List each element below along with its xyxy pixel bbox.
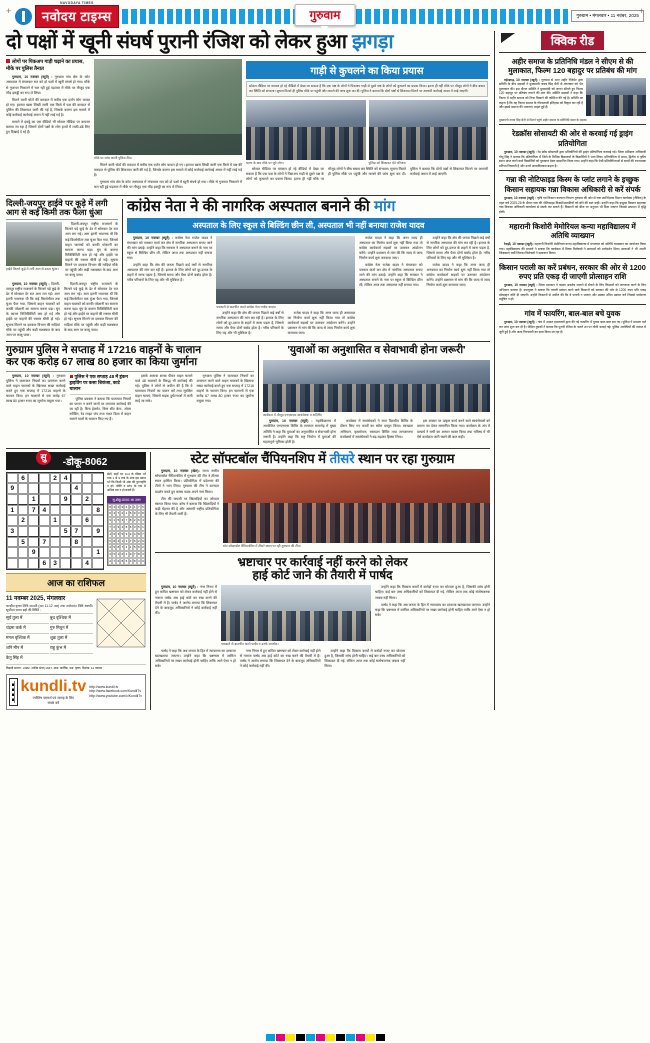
rashifal-header: आज का राशिफल: [6, 573, 146, 592]
vehicle-story-subbar: गाड़ी से कुचलने का किया प्रयास: [246, 61, 488, 79]
ad-line1: ज्योतिष परामर्श एवं सलाह के लिए: [32, 695, 75, 700]
quick-read-item-dateline: रेवाड़ी, 10 नवम्बर (ब्यूरो):: [504, 242, 535, 247]
sudoku-header: सु -डोकू-8062: [6, 452, 146, 470]
sudoku-cell[interactable]: [82, 505, 93, 516]
lead-headline: दो पक्षों में खूनी संघर्ष पुरानी रंजिश को लेकर हुआ झगड़ा: [6, 31, 394, 53]
sudoku-cell[interactable]: [50, 537, 61, 548]
qr-code-icon: [10, 679, 17, 705]
sudoku-answer-cell: 8: [121, 559, 124, 564]
sudoku-answer-cell: 4: [129, 504, 132, 509]
sudoku-answer-cell: 7: [137, 504, 140, 509]
sudoku-answer-cell: 2: [137, 538, 140, 543]
quick-read-item-dateline: महेन्द्रगढ़, 10 नवम्बर (ब्यूरो) :: [504, 77, 542, 82]
police-col2: पुलिस प्रवक्ता ने बताया कि यातायात नियमों का पालन न करने वालों पर लगातार कार्रवाई की जा रही है। बिना हेलमेट, बिना सीट बेल्ट, ओवर स्पीडिंग, रेड लाइट जंप तथा गलत दिशा में वाहन चलाने वालों के चालान किए गए हैं।: [69, 396, 131, 422]
bullet-square-icon: [6, 59, 10, 63]
sudoku-answer-cell: 3: [137, 511, 140, 516]
sudoku-answer-cell: 9: [117, 525, 120, 530]
sudoku-cell[interactable]: [60, 537, 71, 548]
sudoku-cell[interactable]: 8: [92, 505, 103, 516]
sudoku-cell[interactable]: 9: [28, 547, 39, 558]
bullet-square-icon: [70, 375, 73, 378]
sudoku-answer-cell: 4: [113, 511, 115, 516]
sudoku-cell[interactable]: [28, 483, 39, 494]
rashifal-date: 11 नवम्बर 2025, मंगलवार: [6, 595, 66, 602]
quick-read-items: [499, 52, 646, 334]
sudoku-badge: सु: [36, 450, 51, 465]
sudoku-cell[interactable]: [28, 558, 39, 569]
congress-story: [122, 199, 490, 338]
sudoku-answer-cell: 5: [129, 511, 132, 516]
sudoku-answer-cell: 1: [117, 552, 120, 557]
sudoku-cell[interactable]: 3: [50, 558, 61, 569]
quick-read-item-headline: गांव में फायरिंग, बाल-बाल बचे युवक: [524, 309, 621, 318]
day-tag-label: गुरुवाम: [309, 8, 341, 22]
sudoku-answer-cell: 3: [109, 545, 111, 550]
sudoku-answer-cell: 8: [109, 504, 111, 509]
sudoku-answer-cell: 9: [142, 559, 144, 564]
sudoku-cell[interactable]: [92, 494, 103, 505]
rashifal-planet-table: [6, 613, 93, 662]
puzzles-column: [6, 452, 146, 710]
sudoku-answer-cell: 8: [113, 538, 115, 543]
sudoku-answer-cell: 6: [117, 559, 120, 564]
sudoku-cell[interactable]: 1: [50, 515, 61, 526]
sudoku-cell[interactable]: [18, 558, 29, 569]
vehicle-photo-2-caption: पुलिस को शिकायत देते परिजन।: [368, 160, 407, 165]
sudoku-answer-cell: 6: [121, 552, 124, 557]
sudoku-cell[interactable]: [50, 505, 61, 516]
sudoku-answer-label: सु-डोकू-8061 का उत्तर: [107, 496, 146, 503]
sudoku-answer-cell: 5: [137, 525, 140, 530]
sudoku-answer-cell: 8: [129, 518, 132, 523]
sudoku-cell[interactable]: [60, 483, 71, 494]
sudoku-answer-cell: 9: [133, 511, 136, 516]
vehicle-story: [246, 59, 488, 192]
sudoku-cell[interactable]: [92, 473, 103, 484]
sudoku-answer-cell: 3: [125, 538, 128, 543]
smoke-photo-caption: हाईवे किनारे कूड़े में लगी आग से उठता धुंआ।: [6, 267, 59, 272]
kundli-brand: kundli.tv: [20, 677, 87, 695]
congress-photo-caption: पत्रकारों से बातचीत करते कांग्रेस नेता राजेश यादव।: [216, 304, 276, 309]
sudoku-cell[interactable]: [39, 483, 50, 494]
smoke-headline: दिल्ली-जयपुर हाईवे पर कूड़े में लगी आग से कई किमी तक फैला धुंआ: [6, 198, 108, 218]
rashifal-planet: शनि मीन में: [6, 643, 49, 652]
sudoku-answer-cell: 1: [129, 545, 132, 550]
sudoku-answer-cell: 5: [113, 552, 115, 557]
sudoku-answer-cell: 6: [133, 538, 136, 543]
sudoku-cell[interactable]: 6: [18, 473, 29, 484]
sudoku-answer-cell: 4: [137, 559, 140, 564]
sudoku-cell[interactable]: [82, 483, 93, 494]
vehicle-photo-1-caption: घटना के बाद मौके पर जुटे लोग।: [246, 160, 284, 165]
masthead: [6, 0, 644, 28]
quick-read-item[interactable]: [499, 124, 646, 168]
sudoku-answer-cell: 6: [109, 511, 111, 516]
lead-photo: [94, 59, 242, 155]
sudoku-answer-cell: 9: [129, 552, 132, 557]
sudoku-cell[interactable]: [71, 558, 82, 569]
sudoku-answer-cell: 8: [125, 525, 128, 530]
sudoku-rules: खेलें, कहाँ भर 3×3 के बॉक्स भरें तथा 1 से 9 तक के अंक इस प्रकार भरें कि किसी भी अंक की पुनरावृत्ति न हो। पंक्ति व स्तंभ के एक से अधिक बार न हो सकते हैं।: [107, 471, 146, 493]
rashifal-planet: सूर्य तुला में: [6, 613, 49, 622]
sudoku-cell[interactable]: [39, 473, 50, 484]
sudoku-cell[interactable]: [7, 473, 18, 484]
congress-col3: राजेश यादव ने कहा कि अगर जल्द ही अस्पताल का निर्माण कार्य शुरू नहीं किया गया तो कांग्रेस कार्यकर्ता सड़कों पर उतरकर आंदोलन करेंगे। उन्होंने प्रशासन से मांग की कि जल्द से जल्द निर्माण कार्य शुरू करवाया जाए। कांग्रेस नेता राजेश यादव ने मंगलवार को पत्रकार वार्ता कर क्षेत्र में नागरिक अस्पताल बनाए जाने की मांग उठाई। उन्होंने कहा कि सरकार ने अस्पताल बनाने के नाम पर स्कूल से बिल्डिंग छीन ली, लेकिन आज तक अस्पताल नहीं बनाया गया।: [359, 235, 423, 288]
quick-read-item-dateline: गुरुग्राम, 10 नवम्बर (ब्यूरो) :: [504, 320, 538, 325]
nameplate: [35, 0, 119, 28]
quick-read-header: [499, 31, 646, 50]
lead-body-left: गुरुग्राम, 10 नवम्बर (ब्यूरो) : गुरुग्राम गांव क्षेत्र के कोट अस्पताल में मंगलवार रात को दो पक्षों में खूनी संघर्ष हो गया। मौके से गुजरात निकलने में चल रही हुई पड़ताल में मौके पर मौजूद एक भीड़ इकट्ठी का रूप ले लिया। मिलने वाली चोटों की वारदात में करीब एक दर्जन लोग घायल हो गए। हालात खास लिखी जानी एक किसे में पक्ष की वारदात से पुलिस की शिकायत जारी की गई है, जिसके कारण इस मामले में कोई कार्रवाई कार्रवाई अमल में नहीं लाई गई है। मामले में इकट्ठे का एक वीडियो भी सोशल मीडिया पर वायरल बताया जा रहा है जिसमें दोनों पक्षों के लोग हाथों में लाठी-डंडे लिए हुए दिखाई दे रहे हैं।: [6, 75, 90, 135]
quick-read-item[interactable]: [499, 304, 646, 334]
sudoku-cell[interactable]: 4: [71, 483, 82, 494]
quick-read-item-dateline: गुरुग्राम, 10 नवम्बर (ब्यूरो) :: [504, 149, 538, 154]
congress-col2: उन्होंने कहा कि क्षेत्र की जनता पिछले कई वर्षों से नागरिक अस्पताल की मांग कर रही है। इलाज के लिए लोगों को दूर-दराज के शहरों में जाना पड़ता है, जिससे समय और पैसा दोनों बर्बाद होता है। गरीब परिवारों के लिए यह और भी मुश्किल है। राजेश यादव ने कहा कि अगर जल्द ही अस्पताल का निर्माण कार्य शुरू नहीं किया गया तो कांग्रेस कार्यकर्ता सड़कों पर उतरकर आंदोलन करेंगे। उन्होंने प्रशासन से मांग की कि जल्द से जल्द निर्माण कार्य शुरू करवाया जाए।: [216, 311, 356, 336]
sudoku-answer-cell: 8: [142, 511, 144, 516]
sudoku-cell[interactable]: [71, 547, 82, 558]
sudoku-cell[interactable]: [92, 483, 103, 494]
quick-read-item-dateline: गुरुग्राम, 10 नवम्बर (ब्यूरो) :: [504, 283, 539, 288]
court-col1: गुरुग्राम, 10 नवम्बर (ब्यूरो) : नगर निगम में हुए कथित भ्रष्टाचार को लेकर कार्रवाई नहीं होने से नाराज पार्षद अब हाई कोर्ट का रुख करने की तैयारी में हैं। पार्षद ने आरोप लगाया कि शिकायत देने के बावजूद अधिकारियों ने कोई कार्रवाई नहीं की।: [155, 585, 217, 615]
sudoku-cell[interactable]: [18, 494, 29, 505]
rashifal-desc: चान्द्रीय कृष्ण तिथि सप्तमी (रात 11.12 तक) तथा तदोपरांत तिथि अष्टमी। सूर्योदय समय ग्रहों की स्थिति :: [6, 603, 93, 613]
sudoku-cell[interactable]: [28, 473, 39, 484]
sudoku-answer-cell: 1: [125, 511, 128, 516]
sudoku-answer-cell: 5: [109, 538, 111, 543]
sudoku-cell[interactable]: 3: [7, 526, 18, 537]
sudoku-cell[interactable]: [60, 515, 71, 526]
quick-read-item[interactable]: [499, 217, 646, 256]
sudoku-cell[interactable]: [92, 537, 103, 548]
vehicle-photo-1: [246, 100, 366, 160]
sudoku-cell[interactable]: [18, 483, 29, 494]
sudoku-answer-cell: 3: [121, 518, 124, 523]
sudoku-cell[interactable]: 7: [28, 505, 39, 516]
youth-photo: [263, 360, 490, 412]
court-photo: [221, 585, 371, 641]
rashifal-planet: राहु कुंभ में: [50, 643, 93, 652]
congress-subbar: अस्पताल के लिए स्कूल से बिल्डिंग छीन ली, अस्पताल भी नहीं बनायाः राजेश यादव: [127, 218, 490, 233]
sudoku-answer-cell: 1: [109, 531, 111, 536]
rashifal-planet: बुध वृश्चिक में: [50, 613, 93, 622]
sudoku-answer-cell: 8: [117, 545, 120, 550]
sudoku-cell[interactable]: [7, 537, 18, 548]
quick-read-item-headline: अहीर समाज के प्रतिनिधि मंडल ने सीएम से की मुलाकात, फिल्म 120 बहादुर पर प्रतिबंध की मांग: [508, 57, 637, 76]
smoke-photo: [6, 222, 62, 266]
sudoku-cell[interactable]: [28, 537, 39, 548]
sudoku-cell[interactable]: [82, 537, 93, 548]
sudoku-cell[interactable]: [50, 483, 61, 494]
sudoku-answer-cell: 6: [129, 525, 132, 530]
youth-photo-caption: कार्यक्रम में मौजूद एनएसएस स्वयंसेवक व अतिथि।: [263, 413, 322, 418]
sudoku-answer-cell: 4: [142, 518, 144, 523]
congress-headline: कांग्रेस नेता ने की नागरिक अस्पताल बनाने की मांग: [127, 197, 396, 215]
sudoku-answer-cell: 2: [109, 559, 111, 564]
sudoku-cell[interactable]: 4: [82, 558, 93, 569]
sudoku-cell[interactable]: 9: [92, 526, 103, 537]
sudoku-cell[interactable]: [18, 505, 29, 516]
sudoku-answer-cell: 4: [109, 552, 111, 557]
police-col4: गुरुग्राम पुलिस ने यातायात नियमों का उल्लंघन करने वाले वाहन चालकों के खिलाफ सख्त कार्रवाई करते हुए एक सप्ताह में 17216 वाहनों के चालान किए। इन चालानों से एक करोड़ 67 लाख 80 हजार रुपए का जुर्माना वसूला गया।: [196, 373, 255, 404]
sudoku-cell[interactable]: [7, 558, 18, 569]
decorative-bars-right: [347, 9, 569, 24]
court-headline: भ्रष्टाचार पर कार्रवाई नहीं करने को लेकर हाई कोर्ट जाने की तैयारी में पार्षद: [237, 554, 408, 582]
sudoku-answer-cell: 2: [121, 511, 124, 516]
lead-body-center: मिलने वाली चोटों की वारदात में करीब एक दर्जन लोग घायल हो गए। हालात खास लिखी जानी एक किसे में पक्ष की वारदात से पुलिस की शिकायत जारी की गई है, जिसके कारण इस मामले में कोई कार्रवाई कार्रवाई अमल में नहीं लाई गई है। गुरुग्राम गांव क्षेत्र के कोट अस्पताल में मंगलवार रात को दो पक्षों में खूनी संघर्ष हो गया। मौके से गुजरात निकलने में चल रही हुई पड़ताल में मौके पर मौजूद एक भीड़ इकट्ठी का रूप ले लिया।: [94, 162, 242, 189]
sudoku-answer-cell: 9: [125, 531, 128, 536]
sudoku-answer-cell: 2: [129, 531, 132, 536]
sudoku-answer-cell: 7: [142, 531, 144, 536]
smoke-body-b: गुरुग्राम, 10 नवम्बर (ब्यूरो) : दिल्ली-जयपुर राष्ट्रीय राजमार्ग के किनारे पड़े कूड़े के ढेर में सोमवार देर रात आग लग गई। आग इतनी भयानक थी कि कई किलोमीटर तक धुंआ फैल गया, जिससे वाहन चालकों को काफी परेशानी का सामना करना पड़ा। धुंए के कारण विजिबिलिटी कम हो गई और हाईवे पर वाहनों की रफ्तार धीमी हो गई। सूचना मिलने पर दमकल विभाग की गाड़ियां मौके पर पहुंची और कड़ी मशक्कत के बाद आग पर काबू पाया। दिल्ली-जयपुर राष्ट्रीय राजमार्ग के किनारे पड़े कूड़े के ढेर में सोमवार देर रात आग लग गई। आग इतनी भयानक थी कि कई किलोमीटर तक धुंआ फैल गया, जिससे वाहन चालकों को काफी परेशानी का सामना करना पड़ा। धुंए के कारण विजिबिलिटी कम हो गई और हाईवे पर वाहनों की रफ्तार धीमी हो गई। सूचना मिलने पर दमकल विभाग की गाड़ियां मौके पर पहुंची और कड़ी मशक्कत के बाद आग पर काबू पाया।: [6, 282, 118, 337]
police-story: [6, 345, 254, 444]
court-col2: उन्होंने कहा कि विकास कार्यों में करोड़ों रुपए का घोटाला हुआ है, जिसकी जांच होनी चाहिए। कई बार उच्च अधिकारियों को शिकायत दी गई, लेकिन आज तक कोई संतोषजनक जवाब नहीं मिला। पार्षद ने कहा कि अब जनता के हित में न्यायालय का दरवाजा खटखटाया जाएगा। उन्होंने कहा कि भ्रष्टाचार में शामिल अधिकारियों पर सख्त कार्रवाई होनी चाहिए ताकि आगे ऐसा न हो सके।: [375, 585, 490, 617]
sudoku-cell[interactable]: [7, 547, 18, 558]
ad-facebook[interactable]: http://www.facebook.com/KundliTv: [89, 689, 142, 694]
sudoku-answer-cell: 5: [125, 559, 128, 564]
sudoku-answer-cell: 7: [121, 545, 124, 550]
quick-read-item-body: गुरुग्राम, 10 नवम्बर (ब्यूरो) : रेड क्रॉस सोसायटी द्वारा प्रतियोगियों की ड्राइंग प्रतियोगिता करवाई गई। जिला प्रशिक्षण अधिकारी गोपू सिंह ने बताया कि प्रतियोगिता में जिले के विभिन्न विद्यालयों के विद्यार्थियों ने भाग लिया। प्रतियोगिता में प्रथम, द्वितीय व तृतीय स्थान प्राप्त करने वाले विद्यार्थियों को पुरस्कार देकर सम्मानित किया गया। उन्होंने कहा कि ऐसी प्रतियोगिताओं से बच्चों की रचनात्मक प्रतिभा निखरती है और उनमें आत्मविश्वास बढ़ता है।: [499, 149, 646, 168]
sudoku-answer-cell: 4: [121, 525, 124, 530]
sudoku-answer-cell: 7: [129, 538, 132, 543]
sudoku-cell[interactable]: 2: [18, 515, 29, 526]
quick-read-item-body: गुरुग्राम, 10 नवम्बर (ब्यूरो) : गांव में अज्ञात हमलावरों द्वारा की गई फायरिंग में युवक बाल-बाल बच गए। पुलिस ने मामला दर्ज कर जांच शुरू कर दी है। पीड़ित युवकों ने बताया कि पुरानी रंजिश के चलते उन पर गोली चलाई गई। पुलिस आरोपियों की तलाश में जुटी हुई है और जल्द गिरफ्तारी का दावा किया जा रहा है।: [499, 320, 646, 334]
sudoku-cell[interactable]: [39, 526, 50, 537]
rashifal-planet: चंद्रमा कर्क में: [6, 623, 49, 632]
congress-photo: [216, 236, 355, 304]
quick-read-item-headline: गन्ना की नोटिफाइड किस्म के प्लांट लगाने के इच्छुक किसान सहायक गन्ना विकास अधिकारी से करें संपर्क: [504, 175, 641, 194]
sudoku-cell[interactable]: [92, 558, 103, 569]
quick-read-item-body: रेवाड़ी, 10 नवम्बर (ब्यूरो): महारानी किशोरी मेमोरियल कन्या महाविद्यालय में मंगलवार को अतिथि व्याख्यान का आयोजन किया गया। महाविद्यालय की प्राचार्य ने बताया कि कार्यक्रम में विषय विशेषज्ञों ने छात्राओं को मार्गदर्शन दिया। छात्राओं ने भी अपनी जिज्ञासाएं रखीं जिनका विशेषज्ञों ने समाधान किया।: [499, 242, 646, 256]
sudoku-answer-cell: 7: [133, 552, 136, 557]
sudoku-answer-cell: 4: [125, 545, 128, 550]
sudoku-cell[interactable]: [28, 526, 39, 537]
softball-photo: [223, 469, 490, 543]
youth-headline: 'युवाओं का अनुशासित व सेवाभावी होना जरूरी': [287, 344, 466, 357]
sudoku-answer-cell: 7: [113, 559, 115, 564]
sudoku-grid[interactable]: [6, 472, 104, 570]
sudoku-cell[interactable]: [71, 494, 82, 505]
quick-read-item[interactable]: [499, 258, 646, 302]
sudoku-cell[interactable]: 9: [7, 483, 18, 494]
softball-photo-caption: स्टेट सॉफ्टबॉल चैंपियनशिप में तीसरे स्थान पर रही गुरुग्राम की टीम।: [223, 544, 301, 549]
rashifal-planet: गुरु मिथुन में: [50, 623, 93, 632]
paper-name-hindi: नवोदय टाइम्स: [35, 5, 119, 28]
sudoku-answer-cell: 5: [121, 531, 124, 536]
rashifal-planet: मंगल वृश्चिक में: [6, 633, 49, 642]
sudoku-answer-cell: 2: [113, 525, 115, 530]
color-registration-bars: [0, 1034, 650, 1041]
sudoku-answer-cell: 7: [117, 511, 120, 516]
sudoku-cell[interactable]: 6: [82, 515, 93, 526]
sudoku-cell[interactable]: [82, 526, 93, 537]
sudoku-answer-cell: 4: [133, 531, 136, 536]
sudoku-cell[interactable]: 1: [28, 494, 39, 505]
rashifal-planet: केतु सिंह में: [6, 653, 49, 662]
lead-photo-block: [94, 59, 242, 192]
sudoku-answer-cell: 2: [133, 518, 136, 523]
sudoku-answer-cell: 2: [142, 545, 144, 550]
sudoku-cell[interactable]: 4: [39, 505, 50, 516]
sudoku-answer-cell: 9: [113, 545, 115, 550]
court-photo-caption: पत्रकारों से बातचीत करते पार्षद व उनके समर्थक।: [221, 642, 279, 647]
lead-left-column: [6, 59, 90, 192]
sports-and-court-column: [150, 452, 490, 710]
sudoku-cell[interactable]: 1: [92, 547, 103, 558]
sudoku-answer-cell: 2: [117, 504, 120, 509]
dateline: गुरुग्राम • मंगलवार • 11 नवंबर, 2025: [571, 10, 644, 22]
sudoku-answer-grid: [107, 503, 146, 566]
vehicle-story-body: सोशल मीडिया पर वायरल हो रहे वीडियो में देखा जा सकता है कि एक पक्ष के लोगों ने पिकअप गाड़ी से दूसरे पक्ष के लोगों को कुचलने का प्रयास किया। इतना ही नहीं मौके पर मौजूद लोगों ने बीच बचाव कर स्थिति को संभाला। सूचना मिलते ही पुलिस मौके पर पहुंची और मामले की जांच शुरू कर दी। पुलिस ने बताया कि दोनों पक्षों से शिकायत मिलने पर आगामी कार्रवाई अमल में लाई जाएगी।: [249, 84, 485, 94]
lead-kicker: लोगों पर पिकअप गाड़ी चढ़ाने का प्रयास, मौके पर पुलिस तैनात: [6, 59, 84, 72]
sudoku-answer-cell: 1: [121, 538, 124, 543]
sudoku-answer-cell: 2: [125, 552, 128, 557]
sudoku-answer-cell: 1: [113, 518, 115, 523]
rashifal-planet: [50, 653, 93, 662]
sudoku-answer-cell: 9: [142, 538, 144, 543]
sudoku-answer-cell: 1: [142, 525, 144, 530]
quick-read-item-headline: महारानी किशोरी मेमोरियल कन्या महाविद्यालय में अतिथि व्याख्यान: [509, 221, 636, 240]
sudoku-cell[interactable]: [71, 473, 82, 484]
sudoku-answer-cell: 9: [109, 518, 111, 523]
sudoku-answer-cell: 8: [137, 552, 140, 557]
quick-read-item-dateline: गुरुग्राम, 10 नवम्बर (ब्यूरो) :: [504, 195, 538, 200]
sudoku-cell[interactable]: 5: [18, 537, 29, 548]
sudoku-answer-cell: 3: [133, 525, 136, 530]
sudoku-answer-cell: 7: [109, 525, 111, 530]
sudoku-cell[interactable]: 6: [39, 558, 50, 569]
sudoku-cell[interactable]: [7, 515, 18, 526]
sudoku-cell[interactable]: [18, 547, 29, 558]
sudoku-cell[interactable]: [39, 547, 50, 558]
sudoku-cell[interactable]: [82, 547, 93, 558]
sudoku-cell[interactable]: 7: [71, 526, 82, 537]
sudoku-cell[interactable]: [60, 558, 71, 569]
sudoku-cell[interactable]: [92, 515, 103, 526]
sudoku-cell[interactable]: [39, 494, 50, 505]
sudoku-answer-cell: 6: [125, 504, 128, 509]
sudoku-cell[interactable]: 2: [82, 494, 93, 505]
sudoku-answer-cell: 3: [129, 559, 132, 564]
police-bullet: पुलिस ने एक सप्ताह 48 में ड्रंकन ड्राइविंग पर कसा शिकंजा, काटे चालान: [70, 374, 131, 395]
vehicle-story-extra: सोशल मीडिया पर वायरल हो रहे वीडियो में देखा जा सकता है कि एक पक्ष के लोगों ने पिकअप गाड़ी से दूसरे पक्ष के लोगों को कुचलने का प्रयास किया। इतना ही नहीं मौके पर मौजूद लोगों ने बीच बचाव कर स्थिति को संभाला। सूचना मिलते ही पुलिस मौके पर पहुंची और मामले की जांच शुरू कर दी। पुलिस ने बताया कि दोनों पक्षों से शिकायत मिलने पर आगामी कार्रवाई अमल में लाई जाएगी।: [246, 167, 488, 182]
day-tag: [295, 4, 356, 26]
ad-youtube[interactable]: http://www.youtube.com/c/KundliTv: [89, 694, 142, 699]
smoke-story: [6, 199, 118, 338]
sudoku-cell[interactable]: [60, 505, 71, 516]
sudoku-cell[interactable]: [50, 526, 61, 537]
sudoku-cell[interactable]: [39, 515, 50, 526]
police-col3: इसके अलावा शराब पीकर वाहन चलाने वाले 48 चालकों के विरुद्ध भी कार्रवाई की गई। पुलिस ने लोगों से अपील की है कि वे यातायात नियमों का पालन करें तथा सुरक्षित वाहन चलाएं, जिससे सड़क दुर्घटनाओं में कमी लाई जा सके।: [134, 373, 193, 404]
sudoku-cell[interactable]: [60, 547, 71, 558]
sudoku-cell[interactable]: 5: [60, 526, 71, 537]
sudoku-answer-cell: 9: [121, 504, 124, 509]
sudoku-answer-cell: 3: [142, 552, 144, 557]
crop-mark-left: +: [6, 6, 12, 16]
quick-read-item-headline: किसान पराली का करें प्रबंधन, सरकार की ओर से 1200 रुपए प्रति एकड़ दी जाएगी प्रोत्साहन राशि: [499, 262, 646, 282]
rashifal-planet: शुक्र तुला में: [50, 633, 93, 642]
softball-headline: स्टेट सॉफ्टबॉल चैंपियनशिप में तीसरे स्थान पर रहा गुरुग्राम: [190, 450, 455, 466]
rashifal-footer: विक्रमी सम्वत : 2082, शकीय संवत् 1947, मास: कार्तिक, पक्ष: कृष्ण, दिनांक: 11 नवम्बर: [6, 664, 146, 670]
ad-line2: संपर्क करें: [47, 700, 60, 705]
congress-col4: उन्होंने कहा कि क्षेत्र की जनता पिछले कई वर्षों से नागरिक अस्पताल की मांग कर रही है। इलाज के लिए लोगों को दूर-दराज के शहरों में जाना पड़ता है, जिससे समय और पैसा दोनों बर्बाद होता है। गरीब परिवारों के लिए यह और भी मुश्किल है। राजेश यादव ने कहा कि अगर जल्द ही अस्पताल का निर्माण कार्य शुरू नहीं किया गया तो कांग्रेस कार्यकर्ता सड़कों पर उतरकर आंदोलन करेंगे। उन्होंने प्रशासन से मांग की कि जल्द से जल्द निर्माण कार्य शुरू करवाया जाए।: [426, 235, 490, 288]
quick-read-item-body: गुरुग्राम, 10 नवम्बर (ब्यूरो) : जिला प्रशासन ने फसल अवशेष जलाने से रोकने के लिए किसानों को जागरूक करने के लिए अभियान चलाया है। उपायुक्त ने बताया कि पराली प्रबंधन करने वाले किसानों को सरकार की ओर से 1200 रुपए प्रति एकड़ प्रोत्साहन राशि दी जाएगी। उन्होंने किसानों से अपील की कि वे पराली न जलाएं और उसका उचित प्रबंधन करें जिससे पर्यावरण प्रदूषित न हो।: [499, 283, 646, 302]
sudoku-cell[interactable]: [7, 494, 18, 505]
quick-read-item[interactable]: [499, 52, 646, 122]
sudoku-answer-cell: 3: [117, 531, 120, 536]
sudoku-cell[interactable]: 8: [71, 537, 82, 548]
quick-read-item-headline: रेडक्रॉस सोसायटी की ओर से करवाई गई ड्राइंग प्रतियोगिता: [512, 129, 633, 148]
quick-read-item-body: महेन्द्रगढ़, 10 नवम्बर (ब्यूरो) : गुरुग्राम से आए अहीर रेजिमेंट द्वारा समिति के बीच सदस्यों ने मुख्यमंत्री नायब सिंह सैनी से मंगलवार को भेंट मुलाकात की। इस दौरान समिति ने मुख्यमंत्री को ज्ञापन सौंपते हुए फिल्म 120 बहादुर पर प्रतिबंध लगाने की मांग की। समिति सदस्यों ने कहा कि फिल्म में अहीर समाज को निचा दिखाने की कोशिश की गई है। समिति का कहना है कि यह फिल्म समाज के गौरवशाली इतिहास को विकृत कर रही है और इससे समाज की भावनाएं आहत हुई हैं। मुख्यमंत्री नायब सिंह सैनी से मिलने पहुंचे अहीर समाज के प्रतिनिधि मंडल के सदस्य।: [499, 78, 646, 123]
kundli-chart-icon: [96, 598, 146, 648]
quick-read-rail: [494, 31, 646, 710]
sudoku-answer-cell: 7: [125, 518, 128, 523]
sudoku-cell[interactable]: [82, 473, 93, 484]
quick-read-item-photo-caption: मुख्यमंत्री नायब सिंह सैनी से मिलने पहुंचे अहीर समाज के प्रतिनिधि मंडल के सदस्य।: [499, 117, 588, 122]
quick-read-title: क्विक रीड: [541, 31, 604, 50]
sudoku-answer-cell: 8: [133, 559, 136, 564]
sudoku-cell[interactable]: [71, 515, 82, 526]
congress-col1: गुरुग्राम, 10 नवम्बर (ब्यूरो) : कांग्रेस नेता राजेश यादव ने मंगलवार को पत्रकार वार्ता कर क्षेत्र में नागरिक अस्पताल बनाए जाने की मांग उठाई। उन्होंने कहा कि सरकार ने अस्पताल बनाने के नाम पर स्कूल से बिल्डिंग छीन ली, लेकिन आज तक अस्पताल नहीं बनाया गया। उन्होंने कहा कि क्षेत्र की जनता पिछले कई वर्षों से नागरिक अस्पताल की मांग कर रही है। इलाज के लिए लोगों को दूर-दराज के शहरों में जाना पड़ता है, जिससे समय और पैसा दोनों बर्बाद होता है। गरीब परिवारों के लिए यह और भी मुश्किल है।: [127, 235, 213, 283]
sudoku-answer-cell: 4: [117, 538, 120, 543]
police-col1: गुरुग्राम, 10 नवम्बर (ब्यूरो) : गुरुग्राम पुलिस ने यातायात नियमों का उल्लंघन करने वाले वाहन चालकों के खिलाफ सख्त कार्रवाई करते हुए एक सप्ताह में 17216 वाहनों के चालान किए। इन चालानों से एक करोड़ 67 लाख 80 हजार रुपए का जुर्माना वसूला गया।: [6, 373, 66, 404]
sudoku-answer-cell: 5: [142, 504, 144, 509]
softball-col1: गुरुग्राम, 10 नवम्बर (खेल): राज्य स्तरीय सॉफ्टबॉल चैंपियनशिप में गुरुग्राम की टीम ने तीसरा स्थान हासिल किया। प्रतियोगिता में प्रदेशभर की टीमों ने भाग लिया। गुरुग्राम की टीम ने शानदार प्रदर्शन करते हुए कांस्य पदक अपने नाम किया। टीम की वापसी पर खिलाड़ियों का जोरदार स्वागत किया गया। कोच ने बताया कि खिलाड़ियों ने कड़ी मेहनत की है और आगामी राष्ट्रीय प्रतियोगिता के लिए भी तैयारी जारी है।: [155, 469, 219, 516]
sudoku-answer-cell: 3: [113, 504, 115, 509]
youth-story: [258, 345, 490, 444]
sudoku-answer-cell: 8: [137, 531, 140, 536]
youth-body: गुरुग्राम, 10 नवम्बर (ब्यूरो) : महाविद्यालय में आयोजित एनएसएस शिविर के समापन समारोह में मुख्य अतिथि ने कहा कि युवाओं का अनुशासित व सेवाभावी होना जरूरी है। उन्होंने कहा कि राष्ट्र निर्माण में युवाओं की महत्वपूर्ण भूमिका होती है। कार्यक्रम में स्वयंसेवकों ने सात दिवसीय शिविर के दौरान किए गए कार्यों का ब्यौरा प्रस्तुत किया। स्वच्छता अभियान, वृक्षारोपण, रक्तदान शिविर तथा जनजागरण कार्यक्रमों में स्वयंसेवकों ने बढ़-चढ़कर हिस्सा लिया। इस अवसर पर उत्कृष्ट कार्य करने वाले स्वयंसेवकों को प्रमाण पत्र देकर सम्मानित किया गया। कार्यक्रम के अंत में प्राचार्य ने सभी का आभार व्यक्त किया तथा भविष्य में भी ऐसे कार्यक्रम जारी रखने की बात कही।: [263, 419, 490, 444]
quick-read-item[interactable]: [499, 170, 646, 214]
smoke-body-a: दिल्ली-जयपुर राष्ट्रीय राजमार्ग के किनारे पड़े कूड़े के ढेर में सोमवार देर रात आग लग गई। आग इतनी भयानक थी कि कई किलोमीटर तक धुंआ फैल गया, जिससे वाहन चालकों को काफी परेशानी का सामना करना पड़ा। धुंए के कारण विजिबिलिटी कम हो गई और हाईवे पर वाहनों की रफ्तार धीमी हो गई। सूचना मिलने पर दमकल विभाग की गाड़ियां मौके पर पहुंची और कड़ी मशक्कत के बाद आग पर काबू पाया।: [65, 222, 118, 277]
sudoku-answer-cell: 1: [133, 504, 136, 509]
sudoku-answer-cell: 5: [117, 518, 120, 523]
sudoku-answer-cell: 6: [137, 545, 140, 550]
kundli-ad[interactable]: [6, 674, 146, 710]
sudoku-cell[interactable]: 4: [60, 473, 71, 484]
court-body-extra: पार्षद ने कहा कि अब जनता के हित में न्यायालय का दरवाजा खटखटाया जाएगा। उन्होंने कहा कि भ्रष्टाचार में शामिल अधिकारियों पर सख्त कार्रवाई होनी चाहिए ताकि आगे ऐसा न हो सके। नगर निगम में हुए कथित भ्रष्टाचार को लेकर कार्रवाई नहीं होने से नाराज पार्षद अब हाई कोर्ट का रुख करने की तैयारी में हैं। पार्षद ने आरोप लगाया कि शिकायत देने के बावजूद अधिकारियों ने कोई कार्रवाई नहीं की। उन्होंने कहा कि विकास कार्यों में करोड़ों रुपए का घोटाला हुआ है, जिसकी जांच होनी चाहिए। कई बार उच्च अधिकारियों को शिकायत दी गई, लेकिन आज तक कोई संतोषजनक जवाब नहीं मिला।: [155, 648, 406, 668]
vehicle-photo-2: [369, 100, 489, 160]
sudoku-answer-cell: 5: [133, 545, 136, 550]
paper-name-english: NAVODAYA TIMES: [60, 0, 94, 5]
sudoku-cell[interactable]: [50, 547, 61, 558]
quick-read-item-body: गुरुग्राम, 10 नवम्बर (ब्यूरो) : कृषि एवं किसान कल्याण विभाग गुरुग्राम की ओर से गन्ना उपनिदेशक मिशन कार्यक्रम (जैविक) के तहत वर्ष 2025-26 के दौरान गन्ना की नोटिफाइड किस्मों/प्रजातियों को बोने की बात कही। उन्होंने कहा कि इच्छुक किसान सहायक गन्ना विकास अधिकारी कार्यालय से संपर्क कर सकते हैं। किसानों को बीज पर अनुदान भी दिया जाएगा जिससे उत्पादन में वृद्धि होगी।: [499, 195, 646, 214]
sudoku-cell[interactable]: [50, 494, 61, 505]
sudoku-answer-cell: 6: [137, 518, 140, 523]
sudoku-cell[interactable]: [71, 505, 82, 516]
sudoku-cell[interactable]: 7: [39, 537, 50, 548]
sudoku-cell[interactable]: 9: [60, 494, 71, 505]
sudoku-cell[interactable]: 2: [50, 473, 61, 484]
lead-photo-caption: मौकें पर जांच करती पुलिस टीम।: [94, 156, 133, 161]
ad-website[interactable]: http://www.kundli.tv: [89, 684, 119, 689]
police-headline: गुरुग्राम पुलिस ने सप्ताह में 17216 वाहनों के चालान कर एक करोड़ 67 लाख 80 हजार का किया जुर्माना: [6, 344, 202, 369]
crop-mark-right: +: [638, 6, 644, 16]
sudoku-cell[interactable]: 1: [7, 505, 18, 516]
sudoku-answer-cell: 6: [113, 531, 115, 536]
quick-read-item-photo: [586, 78, 646, 116]
navodaya-logo-icon: [15, 8, 32, 25]
sudoku-cell[interactable]: [18, 526, 29, 537]
sudoku-cell[interactable]: [28, 515, 39, 526]
triangle-icon: [501, 33, 515, 43]
